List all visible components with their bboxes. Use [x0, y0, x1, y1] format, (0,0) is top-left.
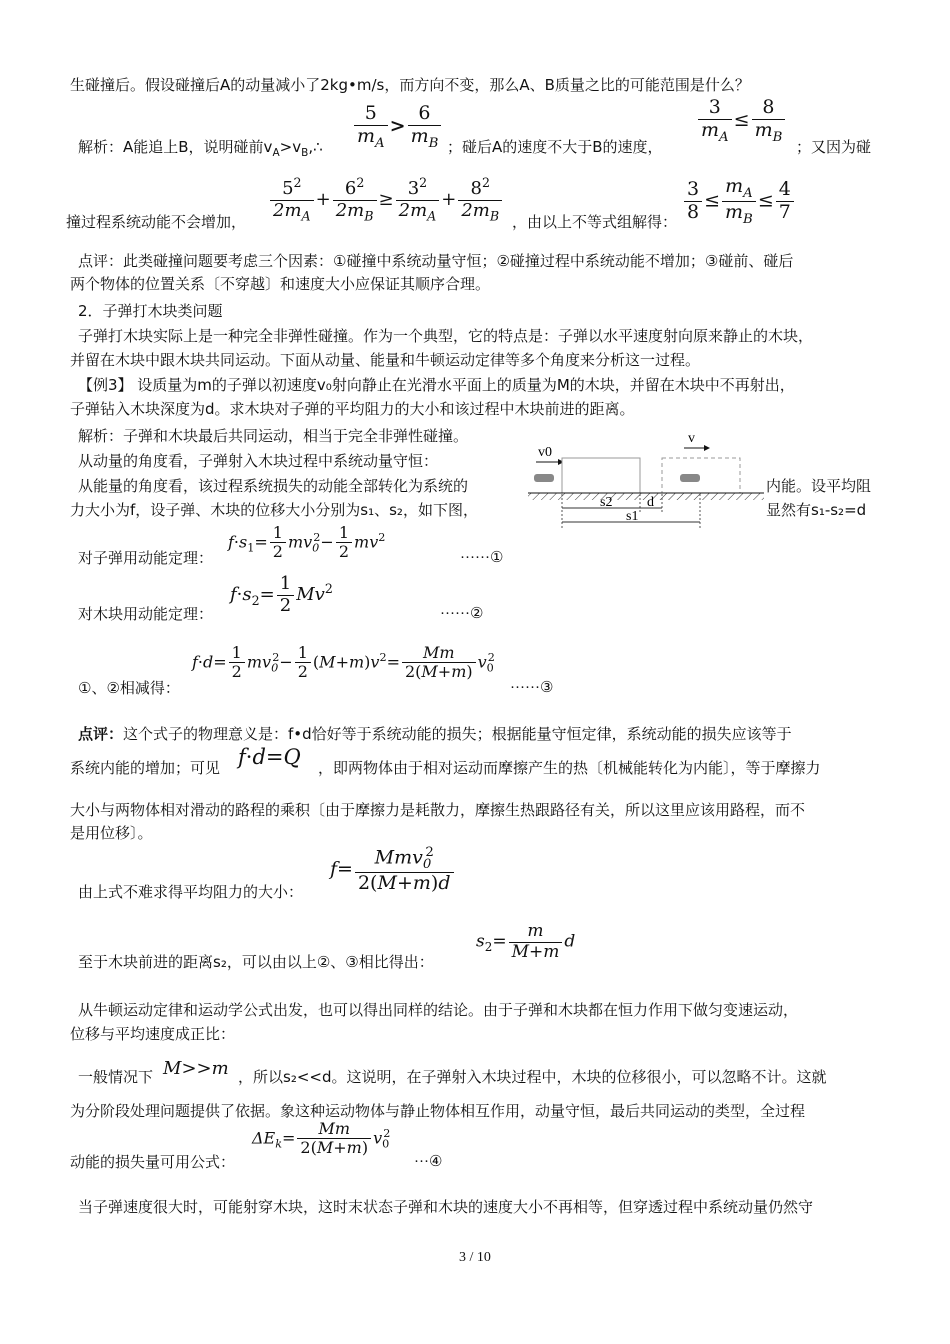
text-line: 力大小为f，设子弹、木块的位移大小分别为s₁、s₂，如下图，: [70, 501, 478, 519]
text-line: 系统内能的增加；可见: [70, 759, 221, 777]
text-line: 显然有s₁-s₂=d: [766, 501, 867, 519]
text-line: ①、②相减得：: [78, 679, 180, 697]
text-line: 解析：A能追上B，说明碰前$v_A>v_B,\therefore$: [78, 138, 323, 159]
text-line: 是用位移〕。: [70, 824, 153, 842]
formula-average-friction: f= Mmv$_0^2$ 2(M+m)d: [330, 845, 456, 895]
equation-number-1: ······①: [460, 550, 504, 566]
bullet-initial: [534, 474, 554, 482]
formula-block-work-energy: $f\cdot s_2=$ $\frac{1}{2}$ Mv$^2$: [230, 573, 333, 616]
formula-mass-condition: M>>m: [163, 1058, 229, 1079]
text-line: 子弹打木块实际上是一种完全非弹性碰撞。作为一个典型，它的特点是：子弹以水平速度射向原来静止的木块，: [78, 327, 814, 345]
label-v0: v0: [538, 445, 552, 460]
equation-number-4: ···④: [414, 1154, 443, 1170]
text-line: 并留在木块中跟木块共同运动。下面从动量、能量和牛顿运动定律等多个角度来分析这一过程。: [70, 351, 701, 369]
text-line: ；又因为碰: [796, 138, 872, 156]
text-line: 子弹钻入木块深度为d。求木块对子弹的平均阻力的大小和该过程中木块前进的距离。: [70, 400, 635, 418]
ground-hatch: [528, 493, 764, 500]
label-d: d: [647, 495, 654, 510]
bullet-block-diagram: [528, 428, 764, 532]
text-line: 一般情况下: [78, 1068, 154, 1086]
section-heading: 2．子弹打木块类问题: [78, 302, 223, 320]
text-line: 至于木块前进的距离s₂，可以由以上②、③相比得出：: [78, 953, 434, 971]
text-line: 从动量的角度看，子弹射入木块过程中系统动量守恒：: [78, 452, 439, 470]
formula-mass-ratio-range: $\frac{3}{8}$ ≤ $\frac{m_A}{m_B}$ ≤ $\frac{4}{7}$: [682, 176, 796, 227]
equation-number-2: ······②: [440, 606, 484, 622]
text-line: 【例3】 设质量为m的子弹以初速度v₀射向静止在光滑水平面上的质量为M的木块，并留在木块中不再射出，: [78, 376, 795, 394]
text-line: 对木块用动能定理：: [78, 605, 214, 623]
text-line: 当子弹速度很大时，可能射穿木块，这时末状态子弹和木块的速度大小不再相等，但穿透过程中系统动量仍然守: [78, 1198, 814, 1216]
formula-subtracted: f·d= $\frac{1}{2}$ $mv_0^2-$ $\frac{1}{2}$ $(M+m)v^2=$ $\frac{Mm}{2(M+m)}$ $v_0^2$: [192, 643, 495, 682]
equation-number-3: ······③: [510, 680, 554, 696]
text-line: 动能的损失量可用公式：: [70, 1153, 236, 1171]
formula-bullet-work-energy: $f\cdot s_1=$ $\frac{1}{2}$ $mv_0^2-$ $\frac{1}{2}$ $mv^2$: [228, 523, 386, 562]
formula-energy-inequality: $\frac{5^2}{2m_A}$ + $\frac{6^2}{2m_B}$ ≥ $\frac{3^2}{2m_A}$ + $\frac{8^2}{2m_B}$: [268, 176, 504, 224]
label-s1: s1: [626, 509, 639, 524]
page-number: 3 / 10: [459, 1250, 491, 1265]
text-line: 解析：子弹和木块最后共同运动，相当于完全非弹性碰撞。: [78, 427, 469, 445]
block-initial: [562, 458, 640, 493]
text-line: 生碰撞后。假设碰撞后A的动量减小了2kg•m/s，而方向不变，那么A、B质量之比的可能范围是什么？: [70, 76, 750, 94]
formula-velocity-inequality: $\frac{3}{m_A}$ ≤ $\frac{8}{m_B}$: [696, 97, 787, 145]
text-line: ；碰后A的速度不大于B的速度，: [447, 138, 663, 156]
text-line: 位移与平均速度成正比：: [70, 1025, 236, 1043]
text-line: 点评：这个式子的物理意义是：f•d恰好等于系统动能的损失；根据能量守恒定律，系统动能的损失应该等于: [78, 725, 792, 743]
text-line: ，即两物体由于相对运动而摩擦产生的热〔机械能转化为内能〕，等于摩擦力: [318, 759, 821, 777]
text-line: 从牛顿运动定律和运动学公式出发，也可以得出同样的结论。由于子弹和木块都在恒力作用下做匀变速运动，: [78, 1001, 799, 1019]
text-line: 为分阶段处理问题提供了依据。象这种运动物体与静止物体相互作用，动量守恒，最后共同运动的类型，全过程: [70, 1102, 806, 1120]
text-line: 点评：此类碰撞问题要考虑三个因素：①碰撞中系统动量守恒；②碰撞过程中系统动能不增加；③碰前、碰后: [78, 252, 794, 270]
text-line: 内能。设平均阻: [766, 477, 872, 495]
text-line: 对子弹用动能定理：: [78, 549, 214, 567]
text-line: 由上式不难求得平均阻力的大小：: [78, 883, 304, 901]
label-v: v: [688, 431, 695, 446]
bullet-embedded: [680, 474, 700, 482]
text-line: 大小与两物体相对滑动的路程的乘积〔由于摩擦力是耗散力，摩擦生热跟路径有关，所以这里应该用路程，而不: [70, 801, 806, 819]
text-line: ，所以s₂<<d。这说明，在子弹射入木块过程中，木块的位移很小，可以忽略不计。这就: [238, 1068, 827, 1086]
text-line: 从能量的角度看，该过程系统损失的动能全部转化为系统的: [78, 477, 469, 495]
formula-momentum-inequality: $\frac{5}{m_A}$ > $\frac{6}{m_B}$: [352, 103, 443, 151]
text-line: 撞过程系统动能不会增加，: [66, 213, 247, 231]
text-line: ，由以上不等式组解得：: [512, 213, 678, 231]
label-s2: s2: [600, 495, 613, 510]
formula-block-displacement: $s_2=$ $\frac{m}{M+m}$ d: [476, 921, 576, 962]
block-final: [662, 458, 740, 493]
text-line: 两个物体的位置关系〔不穿越〕和速度大小应保证其顺序合理。: [70, 275, 491, 293]
formula-kinetic-energy-loss: $\Delta E_k=$ $\frac{Mm}{2(M+m)}$ $v_0^2$: [252, 1119, 391, 1158]
formula-heat: f·d=Q: [238, 745, 301, 769]
